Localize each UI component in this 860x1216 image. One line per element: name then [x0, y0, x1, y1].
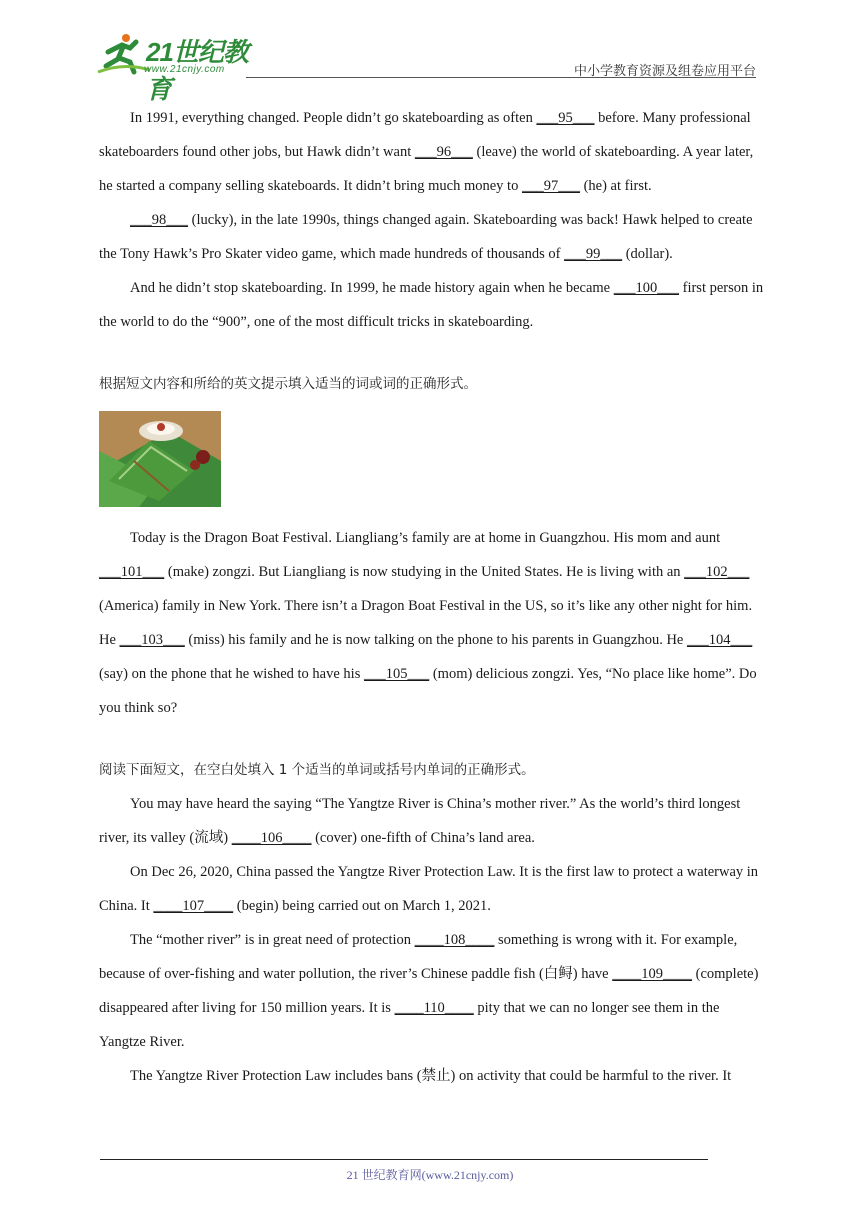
- blank-96[interactable]: ___96___: [414, 144, 473, 160]
- blank-109[interactable]: ____109____: [612, 966, 692, 982]
- text: (miss) his family and he is now talking on the phone to his parents in Guangzhou. He: [184, 632, 687, 648]
- zongzi-photo: [99, 411, 221, 507]
- text: On Dec 26, 2020, China passed the Yangtze River Protection Law. It is the first law to protect a waterway in China. It: [99, 864, 759, 914]
- text: (he) at first.: [579, 178, 652, 194]
- paragraph: [99, 787, 767, 855]
- text: (cover) one-fifth of China’s land area.: [311, 830, 535, 846]
- text: (lucky), in the late 1990s, things changed again. Skateboarding was back! Hawk helped to create the Tony Hawk’s Pro Skater video game, which made hundreds of thousands of: [99, 212, 753, 262]
- text: (make) zongzi. But Liangliang is now studying in the United States. He is living with an: [164, 564, 685, 580]
- paragraph: The Yangtze River Protection Law includes bans (禁止) on activity that could be harmful to the river. It: [130, 1068, 732, 1084]
- blank-110[interactable]: ____110____: [394, 1000, 474, 1016]
- paragraph: [99, 855, 767, 923]
- blank-97[interactable]: ___97___: [521, 178, 580, 194]
- paragraph: [99, 271, 767, 339]
- instruction-2: 根据短文内容和所给的英文提示填入适当的词或词的正确形式。: [99, 376, 477, 392]
- logo-text: 21世纪教育: [146, 37, 248, 104]
- text: (begin) being carried out on March 1, 2021.: [233, 898, 491, 914]
- text: (dollar).: [622, 246, 673, 262]
- blank-100[interactable]: ___100___: [613, 280, 679, 296]
- blank-95[interactable]: ___95___: [536, 110, 595, 126]
- text: (America) family in New York. There isn’t a Dragon Boat Festival in the US, so it’s like any other night for him. He: [99, 598, 753, 648]
- text: pity that we can no longer see them in the Yangtze River.: [99, 1000, 720, 1050]
- blank-98[interactable]: ___98___: [130, 212, 188, 228]
- platform-name: 中小学教育资源及组卷应用平台: [573, 64, 756, 79]
- text: The “mother river” is in great need of protection: [130, 932, 415, 948]
- paragraph: [99, 101, 767, 203]
- blank-102[interactable]: ___102___: [684, 564, 750, 580]
- text: (complete) disappeared after living for 150 million years. It is: [99, 966, 759, 1016]
- text: In 1991, everything changed. People didn’t go skateboarding as often: [130, 110, 537, 126]
- text: You may have heard the saying “The Yangtze River is China’s mother river.” As the world’s third longest river, its valley (流域): [99, 796, 741, 846]
- footer-divider: [100, 1159, 708, 1160]
- instruction-3: 阅读下面短文，在空白处填入 1 个适当的单词或括号内单词的正确形式。: [99, 762, 535, 778]
- page-footer[interactable]: 21 世纪教育网(www.21cnjy.com): [346, 1168, 514, 1182]
- text: (mom) delicious zongzi. Yes, “No place like home”. Do you think so?: [99, 666, 757, 716]
- text: (leave) the world of skateboarding. A year later, he started a company selling skateboards. It didn’t bring much money to: [99, 144, 754, 194]
- blank-104[interactable]: ___104___: [686, 632, 753, 648]
- paragraph: [99, 203, 767, 271]
- paragraph: [99, 923, 767, 1059]
- blank-106[interactable]: ____106____: [231, 830, 312, 846]
- page-header: [96, 30, 756, 104]
- blank-103[interactable]: ___103___: [119, 632, 185, 648]
- site-logo[interactable]: [96, 32, 266, 104]
- blank-99[interactable]: ___99___: [564, 246, 623, 262]
- text: something is wrong with it. For example, because of over-fishing and water pollution, the river’s Chinese paddle fish (白鲟) have: [99, 932, 738, 982]
- paragraph: [99, 521, 767, 725]
- blank-105[interactable]: ___105___: [363, 666, 430, 682]
- document-body: [99, 101, 767, 1093]
- blank-108[interactable]: ____108____: [414, 932, 495, 948]
- text: And he didn’t stop skateboarding. In 1999, he made history again when he became: [130, 280, 614, 296]
- text: (say) on the phone that he wished to have his: [99, 666, 364, 682]
- text: before. Many professional skateboarders found other jobs, but Hawk didn’t want: [99, 110, 751, 160]
- text: first person in the world to do the “900”, one of the most difficult tricks in skateboarding.: [99, 280, 764, 330]
- logo-url: www.21cnjy.com: [144, 64, 225, 75]
- blank-101[interactable]: ___101___: [99, 564, 165, 580]
- blank-107[interactable]: ____107____: [153, 898, 234, 914]
- text: Today is the Dragon Boat Festival. Liangliang’s family are at home in Guangzhou. His mom and aunt: [130, 530, 721, 546]
